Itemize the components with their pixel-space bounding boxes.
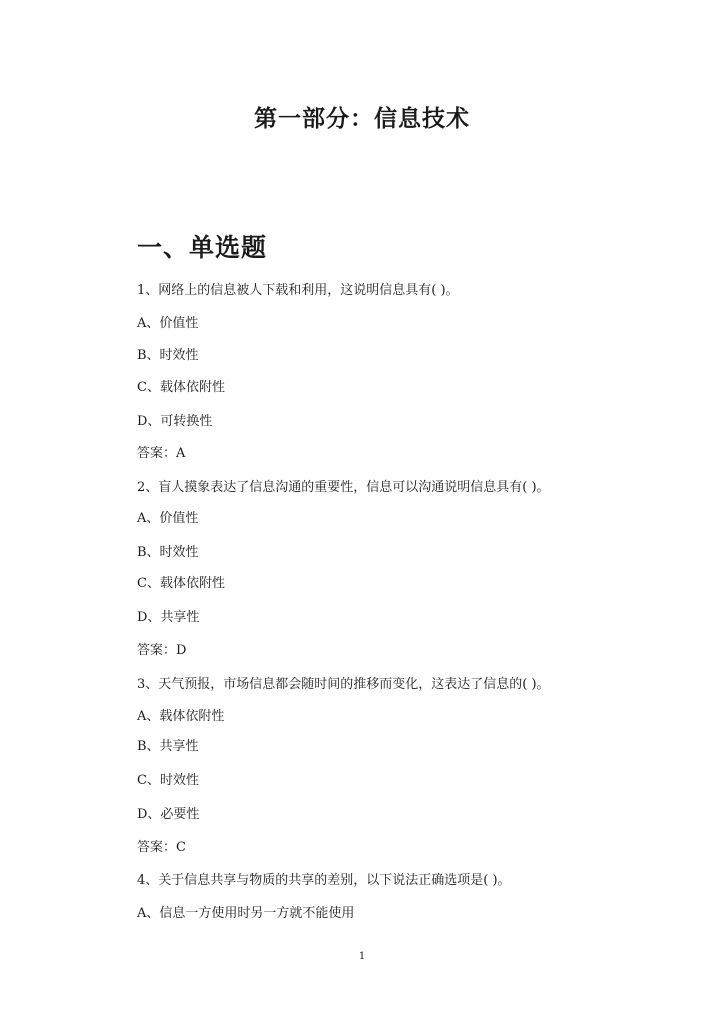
question-2-option-d: D、共享性 [137, 610, 200, 625]
section-title: 一、单选题 [137, 233, 268, 262]
question-1-option-c: C、载体依附性 [137, 380, 225, 395]
question-3-option-b: B、共享性 [137, 739, 199, 754]
question-3-option-d: D、必要性 [137, 807, 200, 822]
question-2-stem: 2、盲人摸象表达了信息沟通的重要性，信息可以沟通说明信息具有( )。 [137, 480, 550, 495]
question-2-option-a: A、价值性 [137, 511, 199, 526]
part-title: 第一部分：信息技术 [254, 106, 470, 132]
question-2-option-c: C、载体依附性 [137, 576, 225, 591]
question-1-option-b: B、时效性 [137, 348, 199, 363]
question-2-option-b: B、时效性 [137, 545, 199, 560]
question-3-answer: 答案：C [137, 840, 186, 855]
question-3-option-c: C、时效性 [137, 773, 199, 788]
question-2-answer: 答案：D [137, 643, 187, 658]
question-4-stem: 4、关于信息共享与物质的共享的差别，以下说法正确选项是( )。 [137, 873, 511, 888]
question-1-stem: 1、网络上的信息被人下载和利用，这说明信息具有( )。 [137, 283, 459, 298]
question-3-option-a: A、载体依附性 [137, 709, 225, 724]
question-1-answer: 答案：A [137, 446, 186, 461]
question-4-option-a: A、信息一方使用时另一方就不能使用 [137, 906, 355, 921]
question-3-stem: 3、天气预报，市场信息都会随时间的推移而变化，这表达了信息的( )。 [137, 677, 550, 692]
page-number: 1 [358, 951, 366, 962]
question-1-option-a: A、价值性 [137, 316, 199, 331]
question-1-option-d: D、可转换性 [137, 414, 213, 429]
